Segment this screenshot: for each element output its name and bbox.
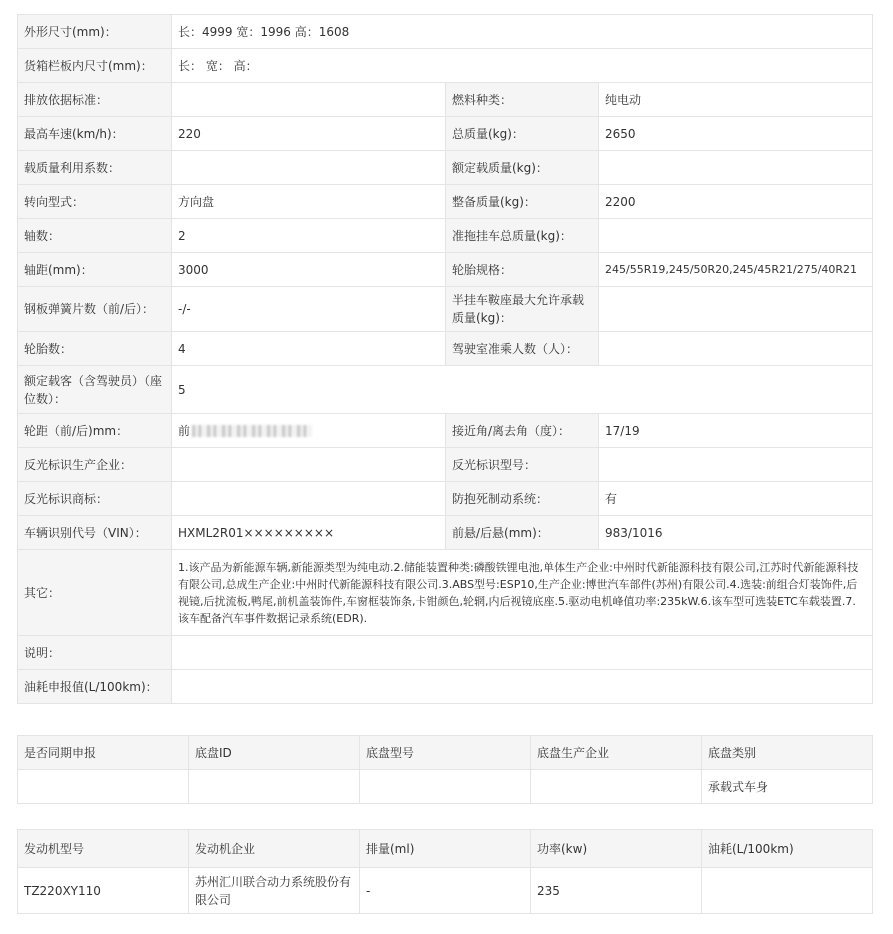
redacted-track-value [192,425,312,437]
cab-value [599,332,873,366]
load-util-value [172,151,446,185]
axles-value: 2 [172,219,446,253]
trailer-value [599,219,873,253]
spring-label: 钢板弹簧片数（前/后）： [18,287,172,332]
wheelbase-label: 轴距(mm)： [18,253,172,287]
reflect-brand-label: 反光标识商标： [18,482,172,516]
chassis-same-period-value [18,770,189,804]
abs-label: 防抱死制动系统： [446,482,599,516]
note-label: 说明： [18,636,172,670]
chassis-id-value [189,770,360,804]
vin-label: 车辆识别代号（VIN）： [18,516,172,550]
spec-row-speed [18,117,873,151]
spec-row-steering [18,185,873,219]
chassis-maker-value [531,770,702,804]
spec-row-wheelbase [18,253,873,287]
engine-power-value: 235 [531,868,702,914]
trailer-label: 准拖挂车总质量(kg)： [446,219,599,253]
spec-row-other [18,550,873,636]
steering-label: 转向型式： [18,185,172,219]
spec-row-vin [18,516,873,550]
tire-spec-label: 轮胎规格： [446,253,599,287]
total-mass-label: 总质量(kg)： [446,117,599,151]
chassis-model-value [360,770,531,804]
engine-data-row [18,868,873,914]
overhang-label: 前悬/后悬(mm)： [446,516,599,550]
consumption-value [172,670,873,704]
chassis-header-same-period: 是否同期申报 [18,736,189,770]
overhang-value: 983/1016 [599,516,873,550]
seats-value: 5 [172,366,873,414]
spec-row-tires [18,332,873,366]
rated-load-label: 额定载质量(kg)： [446,151,599,185]
emission-value [172,83,446,117]
cargo-value: 长： 宽： 高： [172,49,873,83]
tires-label: 轮胎数： [18,332,172,366]
chassis-header-maker: 底盘生产企业 [531,736,702,770]
dims-value: 长：4999 宽：1996 高：1608 [172,15,873,49]
consumption-label: 油耗申报值(L/100km)： [18,670,172,704]
axles-label: 轴数： [18,219,172,253]
engine-displacement-value: - [360,868,531,914]
abs-value: 有 [599,482,873,516]
engine-header-maker: 发动机企业 [189,830,360,868]
reflect-brand-value [172,482,446,516]
seats-label: 额定载客（含驾驶员）（座位数）： [18,366,172,414]
spring-value: -/- [172,287,446,332]
curb-value: 2200 [599,185,873,219]
spec-row-reflect-brand [18,482,873,516]
chassis-header-category: 底盘类别 [702,736,873,770]
other-label: 其它： [18,550,172,636]
track-label: 轮距（前/后)mm： [18,414,172,448]
spec-row-track [18,414,873,448]
engine-header-displacement: 排量(ml) [360,830,531,868]
chassis-header-row [18,736,873,770]
engine-header-model: 发动机型号 [18,830,189,868]
chassis-category-value: 承载式车身 [702,770,873,804]
saddle-label: 半挂车鞍座最大允许承载质量(kg)： [446,287,599,332]
fuel-value: 纯电动 [599,83,873,117]
spec-row-spring [18,287,873,332]
reflect-maker-label: 反光标识生产企业： [18,448,172,482]
speed-label: 最高车速(km/h)： [18,117,172,151]
note-value [172,636,873,670]
engine-table [17,829,873,914]
vehicle-spec-table [17,14,873,704]
chassis-data-row [18,770,873,804]
reflect-model-value [599,448,873,482]
tires-value: 4 [172,332,446,366]
rated-load-value [599,151,873,185]
speed-value: 220 [172,117,446,151]
spec-row-cargo [18,49,873,83]
engine-header-power: 功率(kw) [531,830,702,868]
spec-row-load [18,151,873,185]
fuel-label: 燃料种类： [446,83,599,117]
spec-row-seats [18,366,873,414]
emission-label: 排放依据标准： [18,83,172,117]
engine-header-consumption: 油耗(L/100km) [702,830,873,868]
angle-value: 17/19 [599,414,873,448]
spec-row-reflect-maker [18,448,873,482]
chassis-table [17,735,873,804]
spec-row-axles [18,219,873,253]
reflect-model-label: 反光标识型号： [446,448,599,482]
wheelbase-value: 3000 [172,253,446,287]
engine-consumption-value [702,868,873,914]
spec-row-note [18,636,873,670]
track-value-cell [172,414,446,448]
spec-row-dims [18,15,873,49]
vin-value: HXML2R01××××××××× [172,516,446,550]
cab-label: 驾驶室准乘人数（人）： [446,332,599,366]
cargo-label: 货箱栏板内尺寸(mm)： [18,49,172,83]
chassis-header-id: 底盘ID [189,736,360,770]
other-value: 1.该产品为新能源车辆,新能源类型为纯电动.2.储能装置种类:磷酸铁锂电池,单体生产企业:中州时代新能源科技有限公司,江苏时代新能源科技有限公司,总成生产企业:中州时代新能源科技有限公司.3.ABS型号:ESP10,生产企业:博世汽车部件(苏州)有限公司.4.选装:前组合灯装饰件,后视镜,后扰流板,鸭尾,前机盖装饰件,车窗框装饰条,卡钳颜色,轮辋,内后视镜底座.5.驱动电机峰值功率:235kW.6.该车型可选装ETC车载装置.7.该车配备汽车事件数据记录系统(EDR). [172,550,873,636]
curb-label: 整备质量(kg)： [446,185,599,219]
engine-maker-value: 苏州汇川联合动力系统股份有限公司 [189,868,360,914]
spec-row-emission [18,83,873,117]
load-util-label: 载质量利用系数： [18,151,172,185]
steering-value: 方向盘 [172,185,446,219]
tire-spec-value: 245/55R19,245/50R20,245/45R21/275/40R21 [599,253,873,287]
engine-header-row [18,830,873,868]
angle-label: 接近角/离去角（度）： [446,414,599,448]
track-value: 前 [178,423,191,438]
dims-label: 外形尺寸(mm)： [18,15,172,49]
total-mass-value: 2650 [599,117,873,151]
spec-row-consumption [18,670,873,704]
reflect-maker-value [172,448,446,482]
chassis-header-model: 底盘型号 [360,736,531,770]
saddle-value [599,287,873,332]
engine-model-value: TZ220XY110 [18,868,189,914]
